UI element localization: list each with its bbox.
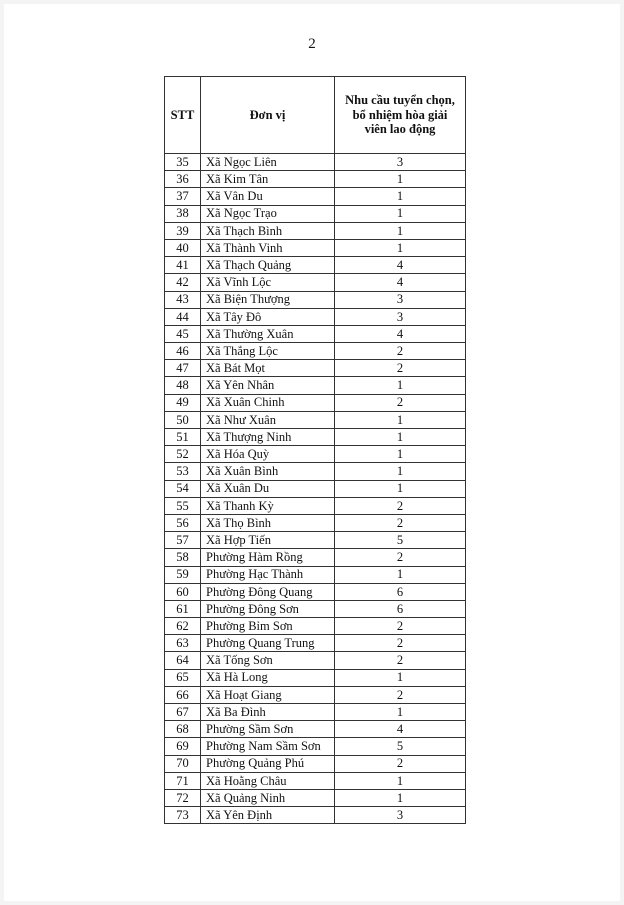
table-row: [165, 755, 466, 772]
cell-demand: 1: [335, 222, 466, 239]
table-row: [165, 222, 466, 239]
cell-demand: 1: [335, 704, 466, 721]
table-row: [165, 291, 466, 308]
cell-stt: 61: [165, 600, 201, 617]
table-row: [165, 738, 466, 755]
cell-demand: 1: [335, 205, 466, 222]
cell-unit: Phường Đông Sơn: [201, 600, 335, 617]
table-row: [165, 188, 466, 205]
cell-demand: 2: [335, 497, 466, 514]
cell-stt: 41: [165, 257, 201, 274]
table-row: [165, 686, 466, 703]
table-row: [165, 669, 466, 686]
cell-unit: Phường Hạc Thành: [201, 566, 335, 583]
cell-unit: Xã Vĩnh Lộc: [201, 274, 335, 291]
table-row: [165, 721, 466, 738]
cell-demand: 1: [335, 446, 466, 463]
cell-stt: 73: [165, 807, 201, 824]
cell-unit: Xã Bát Mọt: [201, 360, 335, 377]
cell-demand: 4: [335, 274, 466, 291]
cell-unit: Xã Tống Sơn: [201, 652, 335, 669]
table-row: [165, 239, 466, 256]
cell-stt: 63: [165, 635, 201, 652]
table-row: [165, 549, 466, 566]
cell-unit: Xã Hoạt Giang: [201, 686, 335, 703]
table-row: [165, 429, 466, 446]
cell-stt: 37: [165, 188, 201, 205]
table-row: [165, 394, 466, 411]
cell-unit: Phường Quảng Phú: [201, 755, 335, 772]
cell-stt: 64: [165, 652, 201, 669]
cell-stt: 57: [165, 532, 201, 549]
cell-unit: Xã Hoằng Châu: [201, 772, 335, 789]
cell-unit: Xã Hóa Quỳ: [201, 446, 335, 463]
table-row: [165, 652, 466, 669]
cell-unit: Xã Thanh Kỳ: [201, 497, 335, 514]
cell-demand: 5: [335, 738, 466, 755]
cell-demand: 2: [335, 360, 466, 377]
cell-demand: 2: [335, 755, 466, 772]
cell-stt: 62: [165, 618, 201, 635]
cell-stt: 56: [165, 514, 201, 531]
cell-demand: 2: [335, 686, 466, 703]
cell-unit: Xã Biện Thượng: [201, 291, 335, 308]
cell-demand: 1: [335, 669, 466, 686]
cell-demand: 3: [335, 291, 466, 308]
cell-unit: Phường Quang Trung: [201, 635, 335, 652]
table-row: [165, 514, 466, 531]
table-row: [165, 532, 466, 549]
cell-stt: 70: [165, 755, 201, 772]
table-row: [165, 772, 466, 789]
cell-demand: 4: [335, 721, 466, 738]
cell-demand: 1: [335, 377, 466, 394]
cell-unit: Xã Ngọc Liên: [201, 154, 335, 171]
cell-stt: 35: [165, 154, 201, 171]
page-number: 2: [308, 36, 316, 52]
table-row: [165, 497, 466, 514]
cell-stt: 53: [165, 463, 201, 480]
table-row: [165, 583, 466, 600]
cell-demand: 1: [335, 789, 466, 806]
table-row: [165, 807, 466, 824]
cell-stt: 60: [165, 583, 201, 600]
cell-demand: 1: [335, 480, 466, 497]
cell-stt: 58: [165, 549, 201, 566]
cell-stt: 44: [165, 308, 201, 325]
cell-demand: 3: [335, 154, 466, 171]
header-row: [165, 77, 466, 154]
table-row: [165, 635, 466, 652]
demand-table: [164, 76, 466, 824]
cell-unit: Phường Nam Sầm Sơn: [201, 738, 335, 755]
cell-unit: Phường Bỉm Sơn: [201, 618, 335, 635]
cell-demand: 3: [335, 308, 466, 325]
table-row: [165, 343, 466, 360]
cell-unit: Xã Ba Đình: [201, 704, 335, 721]
table-row: [165, 257, 466, 274]
table-row: [165, 171, 466, 188]
table-row: [165, 205, 466, 222]
cell-stt: 71: [165, 772, 201, 789]
table-row: [165, 377, 466, 394]
cell-stt: 67: [165, 704, 201, 721]
cell-stt: 46: [165, 343, 201, 360]
table-row: [165, 308, 466, 325]
cell-unit: Xã Thành Vinh: [201, 239, 335, 256]
cell-unit: Xã Thọ Bình: [201, 514, 335, 531]
cell-unit: Xã Quảng Ninh: [201, 789, 335, 806]
document-page: [4, 4, 620, 901]
cell-stt: 39: [165, 222, 201, 239]
table-row: [165, 360, 466, 377]
table-row: [165, 154, 466, 171]
cell-unit: Xã Thạch Bình: [201, 222, 335, 239]
cell-stt: 47: [165, 360, 201, 377]
table-body: [165, 154, 466, 824]
cell-stt: 59: [165, 566, 201, 583]
table-row: [165, 274, 466, 291]
cell-unit: Phường Đông Quang: [201, 583, 335, 600]
table-row: [165, 600, 466, 617]
cell-demand: 2: [335, 394, 466, 411]
cell-stt: 55: [165, 497, 201, 514]
cell-unit: Xã Hợp Tiến: [201, 532, 335, 549]
table-row: [165, 618, 466, 635]
cell-unit: Xã Như Xuân: [201, 411, 335, 428]
cell-stt: 38: [165, 205, 201, 222]
cell-demand: 1: [335, 772, 466, 789]
cell-demand: 1: [335, 411, 466, 428]
header-unit: Đơn vị: [201, 77, 335, 154]
cell-unit: Xã Thắng Lộc: [201, 343, 335, 360]
cell-demand: 1: [335, 429, 466, 446]
cell-stt: 66: [165, 686, 201, 703]
cell-stt: 52: [165, 446, 201, 463]
cell-unit: Xã Kim Tân: [201, 171, 335, 188]
cell-stt: 68: [165, 721, 201, 738]
cell-unit: Xã Hà Long: [201, 669, 335, 686]
cell-stt: 49: [165, 394, 201, 411]
cell-demand: 2: [335, 652, 466, 669]
table-row: [165, 480, 466, 497]
cell-stt: 51: [165, 429, 201, 446]
cell-stt: 40: [165, 239, 201, 256]
cell-demand: 1: [335, 188, 466, 205]
cell-stt: 43: [165, 291, 201, 308]
table-row: [165, 463, 466, 480]
cell-unit: Xã Yên Định: [201, 807, 335, 824]
cell-demand: 5: [335, 532, 466, 549]
cell-unit: Xã Xuân Chinh: [201, 394, 335, 411]
header-stt: STT: [165, 77, 201, 154]
cell-unit: Xã Xuân Bình: [201, 463, 335, 480]
cell-stt: 48: [165, 377, 201, 394]
cell-stt: 54: [165, 480, 201, 497]
cell-stt: 72: [165, 789, 201, 806]
cell-demand: 6: [335, 583, 466, 600]
table-row: [165, 789, 466, 806]
cell-unit: Xã Vân Du: [201, 188, 335, 205]
cell-demand: 2: [335, 635, 466, 652]
table-row: [165, 325, 466, 342]
cell-demand: 1: [335, 463, 466, 480]
cell-unit: Phường Hàm Rồng: [201, 549, 335, 566]
header-demand: Nhu cầu tuyển chọn, bổ nhiệm hòa giải viên lao động: [335, 77, 466, 154]
cell-stt: 36: [165, 171, 201, 188]
cell-demand: 1: [335, 171, 466, 188]
table-header: [165, 77, 466, 154]
cell-unit: Phường Sầm Sơn: [201, 721, 335, 738]
cell-unit: Xã Xuân Du: [201, 480, 335, 497]
cell-demand: 4: [335, 325, 466, 342]
cell-stt: 65: [165, 669, 201, 686]
cell-demand: 2: [335, 549, 466, 566]
table-row: [165, 566, 466, 583]
cell-unit: Xã Yên Nhân: [201, 377, 335, 394]
cell-demand: 2: [335, 343, 466, 360]
cell-demand: 2: [335, 618, 466, 635]
cell-demand: 1: [335, 566, 466, 583]
cell-stt: 42: [165, 274, 201, 291]
cell-unit: Xã Ngọc Trạo: [201, 205, 335, 222]
table-row: [165, 704, 466, 721]
table-row: [165, 446, 466, 463]
cell-stt: 50: [165, 411, 201, 428]
cell-demand: 1: [335, 239, 466, 256]
cell-unit: Xã Thạch Quảng: [201, 257, 335, 274]
cell-demand: 2: [335, 514, 466, 531]
table-row: [165, 411, 466, 428]
cell-unit: Xã Tây Đô: [201, 308, 335, 325]
cell-unit: Xã Thượng Ninh: [201, 429, 335, 446]
cell-demand: 4: [335, 257, 466, 274]
cell-demand: 6: [335, 600, 466, 617]
cell-demand: 3: [335, 807, 466, 824]
cell-unit: Xã Thường Xuân: [201, 325, 335, 342]
cell-stt: 45: [165, 325, 201, 342]
cell-stt: 69: [165, 738, 201, 755]
